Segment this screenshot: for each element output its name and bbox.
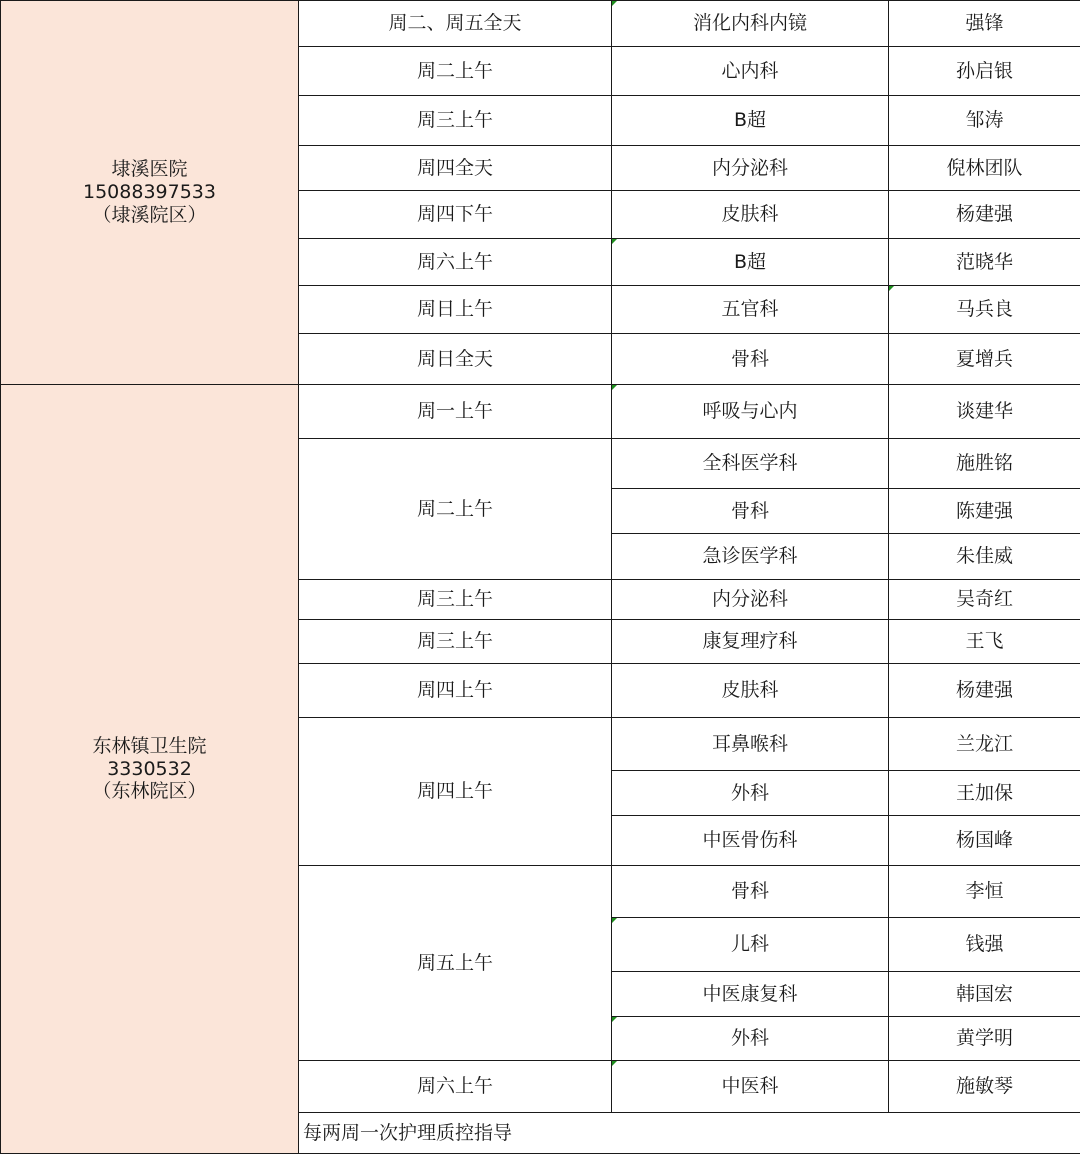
dept-cell: 内分泌科	[612, 580, 889, 620]
dept-cell: 呼吸与心内	[612, 385, 889, 439]
doctor-cell: 杨建强	[889, 664, 1080, 718]
doctor-cell: 王飞	[889, 620, 1080, 664]
time-cell: 周六上午	[299, 239, 612, 286]
time-cell: 周五上午	[299, 866, 612, 1061]
dept-cell: 皮肤科	[612, 664, 889, 718]
hospital-campus: （东林院区）	[92, 780, 207, 803]
time-cell: 周四上午	[299, 664, 612, 718]
dept-cell: 外科	[612, 771, 889, 816]
doctor-cell: 杨建强	[889, 191, 1080, 239]
time-cell: 周三上午	[299, 620, 612, 664]
doctor-cell: 吴奇红	[889, 580, 1080, 620]
time-cell: 周日全天	[299, 334, 612, 385]
doctor-cell: 范晓华	[889, 239, 1080, 286]
doctor-cell: 强锋	[889, 1, 1080, 47]
hospital-name: 埭溪医院	[111, 158, 188, 181]
dept-cell: 骨科	[612, 866, 889, 918]
doctor-cell: 朱佳威	[889, 534, 1080, 580]
time-cell: 周二上午	[299, 47, 612, 96]
dept-cell: 儿科	[612, 918, 889, 972]
table-row	[1, 1, 1080, 47]
doctor-cell: 李恒	[889, 866, 1080, 918]
dept-cell: 皮肤科	[612, 191, 889, 239]
time-cell: 周四上午	[299, 718, 612, 866]
dept-cell: 中医康复科	[612, 972, 889, 1017]
dept-cell: 急诊医学科	[612, 534, 889, 580]
dept-cell: 康复理疗科	[612, 620, 889, 664]
time-cell: 周二、周五全天	[299, 1, 612, 47]
note-cell: 每两周一次护理质控指导	[299, 1113, 1080, 1154]
doctor-cell: 倪林团队	[889, 146, 1080, 191]
time-cell: 周四下午	[299, 191, 612, 239]
hospital-cell	[1, 1, 299, 385]
table-row	[1, 385, 1080, 439]
dept-cell: B超	[612, 239, 889, 286]
doctor-cell: 夏增兵	[889, 334, 1080, 385]
doctor-cell: 钱强	[889, 918, 1080, 972]
time-cell: 周三上午	[299, 96, 612, 146]
dept-cell: 五官科	[612, 286, 889, 334]
time-cell: 周二上午	[299, 439, 612, 580]
doctor-cell: 杨国峰	[889, 816, 1080, 866]
dept-cell: 中医科	[612, 1061, 889, 1113]
doctor-cell: 施敏琴	[889, 1061, 1080, 1113]
dept-cell: 骨科	[612, 489, 889, 534]
doctor-cell: 施胜铭	[889, 439, 1080, 489]
time-cell: 周日上午	[299, 286, 612, 334]
doctor-cell: 韩国宏	[889, 972, 1080, 1017]
time-cell: 周四全天	[299, 146, 612, 191]
hospital-name: 东林镇卫生院	[92, 734, 207, 757]
time-cell: 周一上午	[299, 385, 612, 439]
hospital-phone: 15088397533	[83, 181, 216, 204]
time-cell: 周三上午	[299, 580, 612, 620]
dept-cell: 心内科	[612, 47, 889, 96]
doctor-cell: 王加保	[889, 771, 1080, 816]
dept-cell: B超	[612, 96, 889, 146]
hospital-campus: （埭溪院区）	[92, 203, 207, 226]
dept-cell: 骨科	[612, 334, 889, 385]
hospital-phone: 3330532	[107, 757, 192, 780]
doctor-cell: 马兵良	[889, 286, 1080, 334]
doctor-cell: 邹涛	[889, 96, 1080, 146]
dept-cell: 外科	[612, 1017, 889, 1061]
dept-cell: 内分泌科	[612, 146, 889, 191]
doctor-cell: 陈建强	[889, 489, 1080, 534]
dept-cell: 中医骨伤科	[612, 816, 889, 866]
dept-cell: 全科医学科	[612, 439, 889, 489]
doctor-cell: 兰龙江	[889, 718, 1080, 771]
doctor-cell: 黄学明	[889, 1017, 1080, 1061]
hospital-cell	[1, 385, 299, 1154]
time-cell: 周六上午	[299, 1061, 612, 1113]
dept-cell: 耳鼻喉科	[612, 718, 889, 771]
dept-cell: 消化内科内镜	[612, 1, 889, 47]
doctor-cell: 孙启银	[889, 47, 1080, 96]
doctor-cell: 谈建华	[889, 385, 1080, 439]
